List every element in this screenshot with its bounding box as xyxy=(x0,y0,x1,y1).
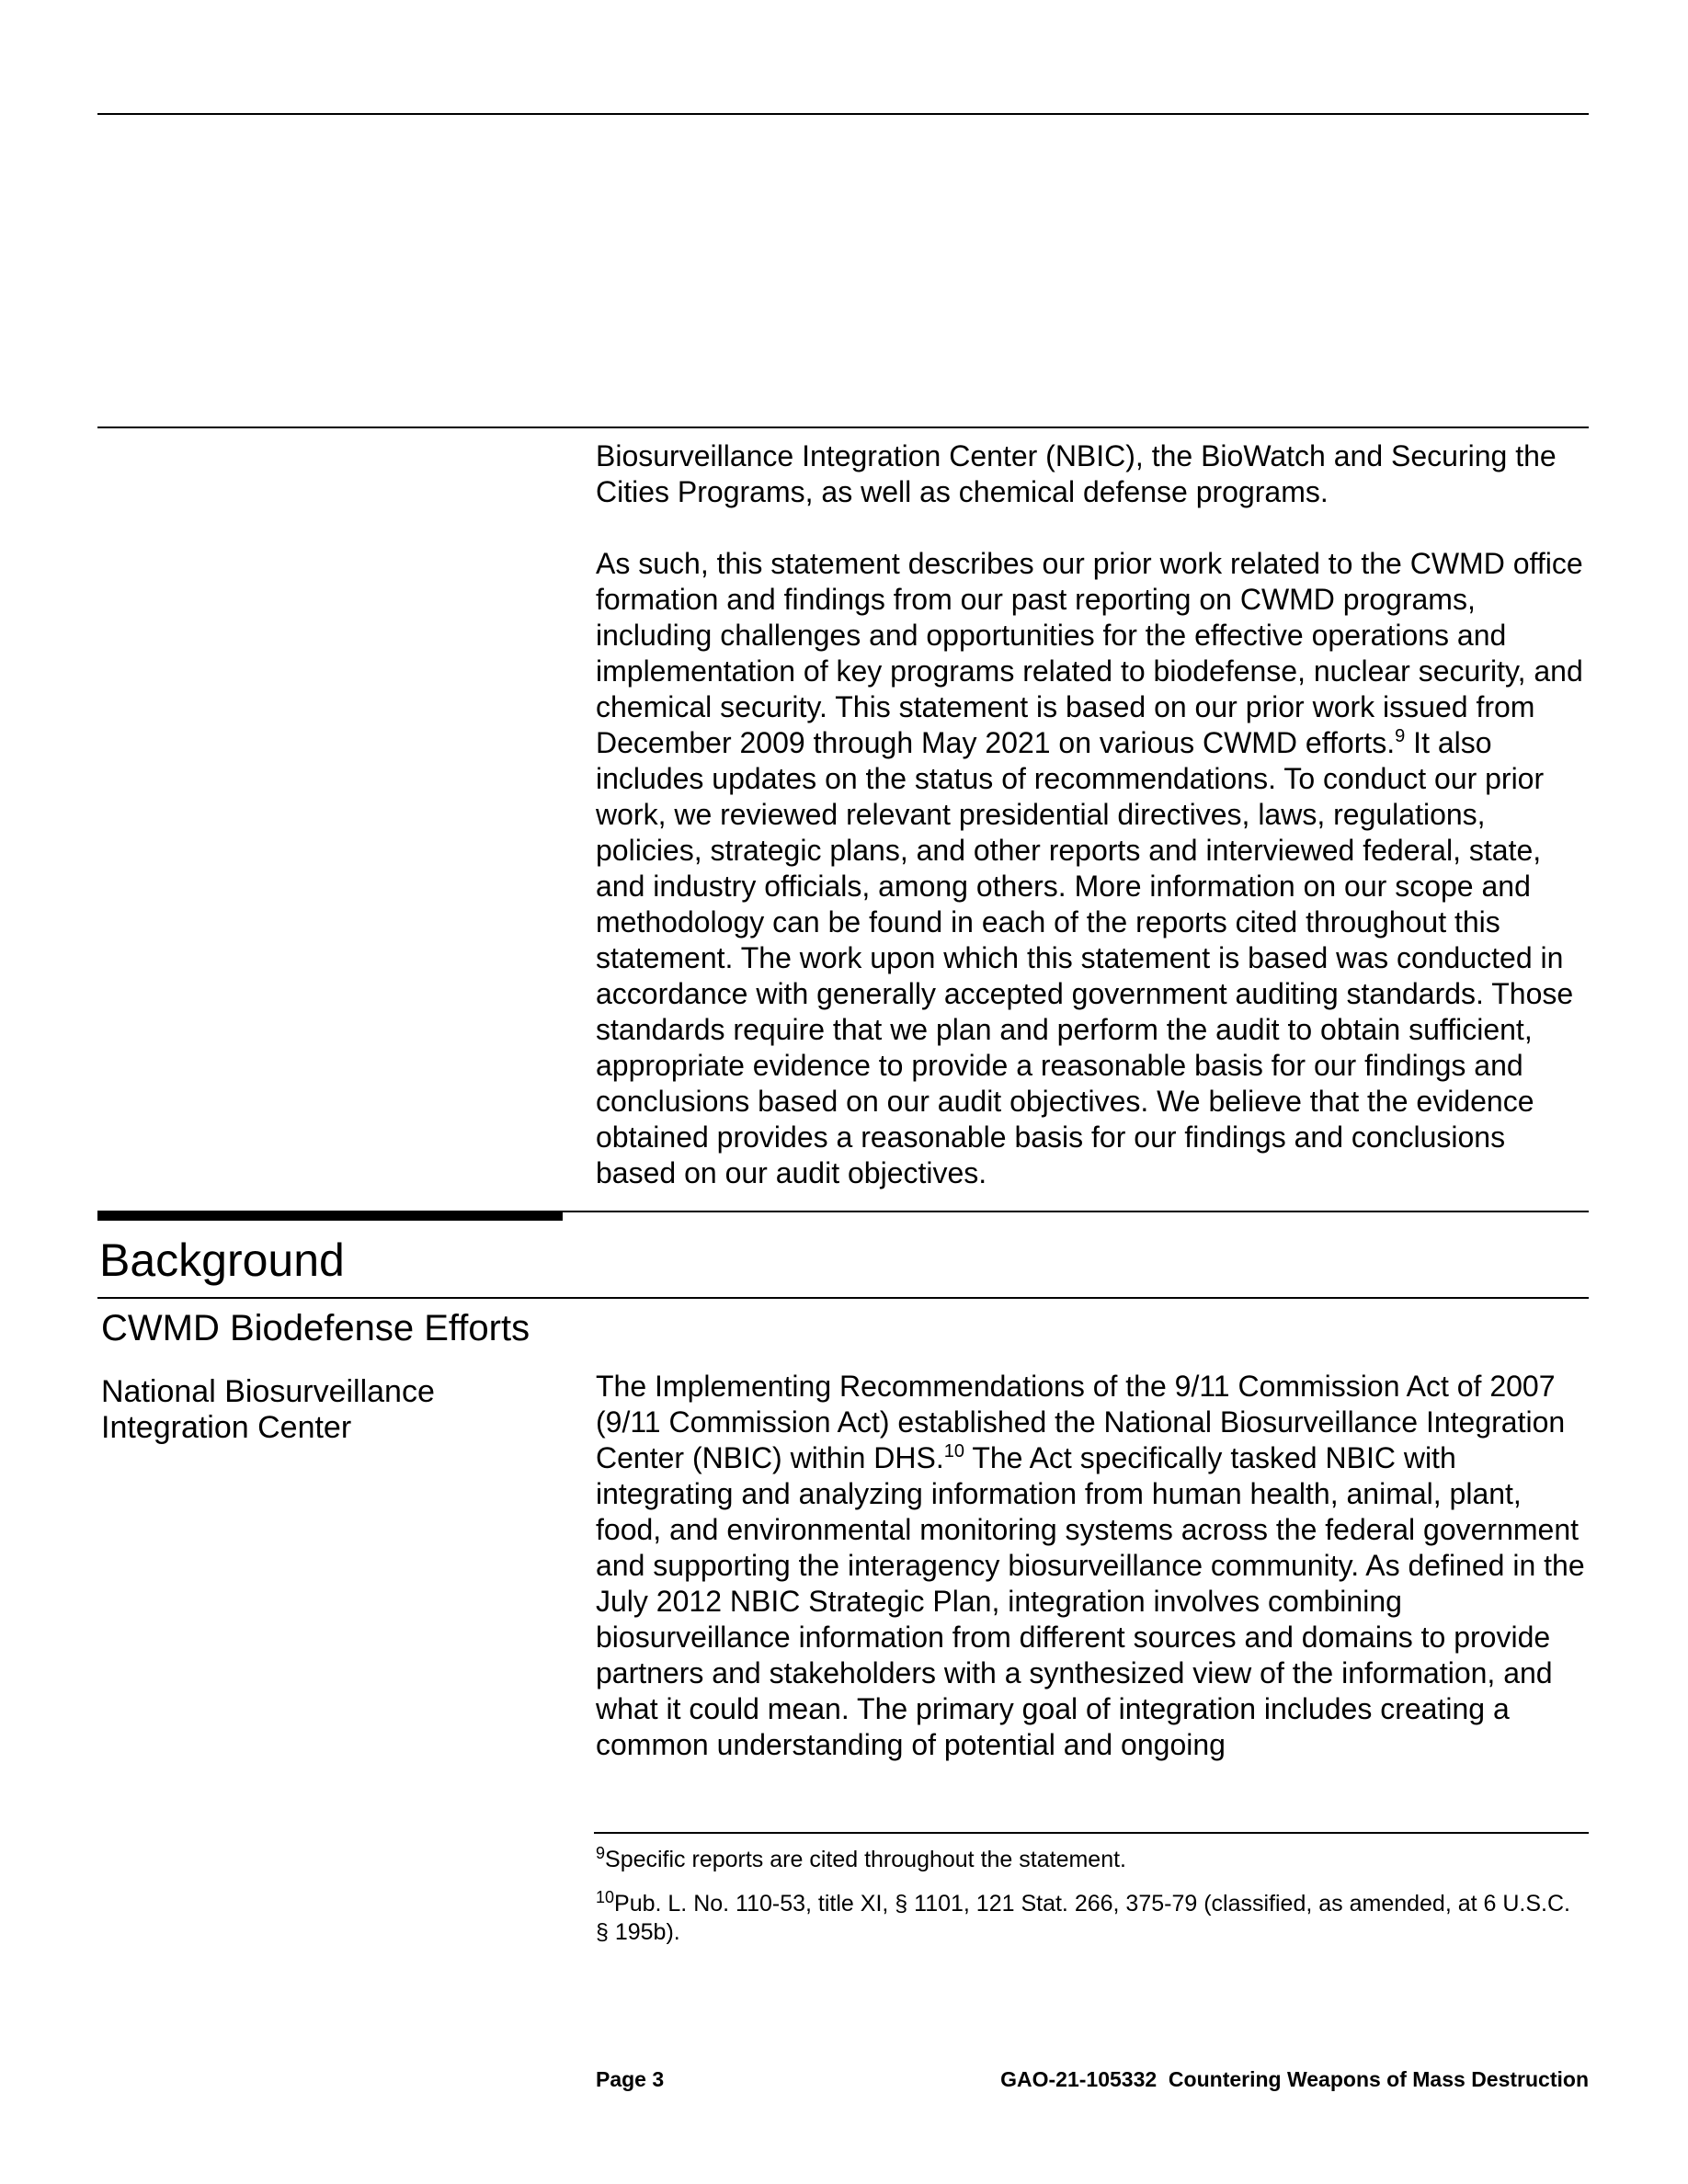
footnote-10-text: Pub. L. No. 110-53, title XI, § 1101, 121 Stat. 266, 375-79 (classified, as amended, at 6 U.S.C. § 195b). xyxy=(596,1891,1570,1945)
background-heading-rule xyxy=(563,1211,1589,1212)
scope-text-after: It also includes updates on the status of recommendations. To conduct our prior work, we reviewed relevant presidential directives, laws, regulations, policies, strategic plans, and other reports and interviewed federal, state, and industry officials, among others. More information on our scope and methodology can be found in each of the reports cited throughout this statement. The work upon which this statement is based was conducted in accordance with generally accepted government auditing standards. Those standards require that we plan and perform the audit to obtain sufficient, appropriate evidence to provide a reasonable basis for our findings and conclusions based on our audit objectives. We believe that the evidence obtained provides a reasonable basis for our findings and conclusions based on our audit objectives. xyxy=(596,726,1574,1189)
footnote-9 xyxy=(596,1846,1589,1874)
background-heading-bar xyxy=(97,1211,563,1221)
footnote-9-number: 9 xyxy=(596,1844,606,1862)
footnote-rule xyxy=(594,1832,1589,1834)
cwmd-biodefense-heading: CWMD Biodefense Efforts xyxy=(101,1308,530,1348)
section-rule-upper xyxy=(97,427,1589,428)
top-rule xyxy=(97,113,1589,115)
nbic-text-before: The Implementing Recommendations of the 9/11 Commission Act of 2007 (9/11 Commission Act) established the National Biosurveillance Integration Center (NBIC) within DHS. xyxy=(596,1370,1566,1474)
footer-page-number: Page 3 xyxy=(596,2067,665,2091)
scope-text-before: As such, this statement describes our prior work related to the CWMD office formation and findings from our past reporting on CWMD programs, including challenges and opportunities for the effective operations and implementation of key programs related to biodefense, nuclear security, and chemical security. This statement is based on our prior work issued from December 2009 through May 2021 on various CWMD efforts. xyxy=(596,547,1583,759)
continuation-paragraph xyxy=(596,438,1589,510)
footnotes xyxy=(596,1846,1589,1947)
nbic-paragraph xyxy=(596,1369,1589,1763)
footnote-ref-10: 10 xyxy=(943,1441,964,1462)
continuation-text: Biosurveillance Integration Center (NBIC), the BioWatch and Securing the Cities Programs, as well as chemical defense programs. xyxy=(596,439,1557,508)
subsection-rule xyxy=(97,1297,1589,1299)
nbic-text xyxy=(596,1369,1589,1763)
nbic-side-heading: National Biosurveillance Integration Center xyxy=(101,1374,435,1445)
footnote-9-text: Specific reports are cited throughout the statement. xyxy=(605,1847,1126,1872)
footnote-ref-9: 9 xyxy=(1395,726,1406,746)
nbic-text-after: The Act specifically tasked NBIC with integrating and analyzing information from human health, animal, plant, food, and environmental monitoring systems across the federal government and supporting the interagency biosurveillance community. As defined in the July 2012 NBIC Strategic Plan, integration involves combining biosurveillance information from different sources and domains to provide partners and stakeholders with a synthesized view of the information, and what it could mean. The primary goal of integration includes creating a common understanding of potential and ongoing xyxy=(596,1441,1585,1761)
footnote-10 xyxy=(596,1890,1589,1947)
footnote-10-number: 10 xyxy=(596,1888,615,1906)
scope-text xyxy=(596,546,1589,1191)
footer-report-title: GAO-21-105332 Countering Weapons of Mass Destruction xyxy=(1000,2067,1589,2091)
background-heading: Background xyxy=(99,1234,345,1286)
scope-paragraph xyxy=(596,546,1589,1191)
